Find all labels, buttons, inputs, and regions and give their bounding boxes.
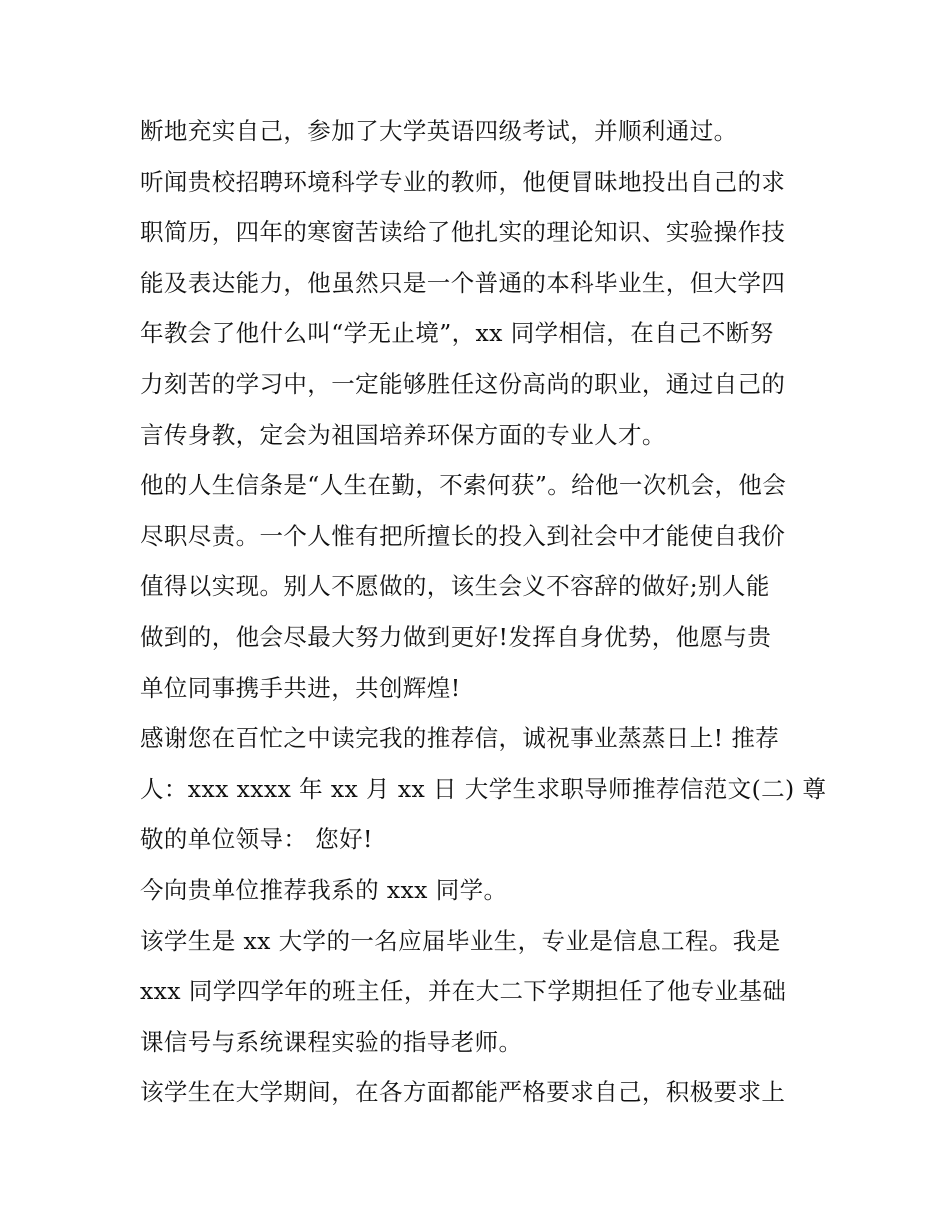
document-body — [140, 106, 830, 1118]
text-line: 做到的，他会尽最大努力做到更好!发挥自身优势，他愿与贵 — [140, 622, 772, 651]
text-line: 力刻苦的学习中，一定能够胜任这份高尚的职业，通过自己的 — [140, 369, 786, 398]
text-line: 今向贵单位推荐我系的 xxx 同学。 — [140, 875, 508, 904]
text-line: 听闻贵校招聘环境科学专业的教师，他便冒昧地投出自己的求 — [140, 167, 786, 196]
text-line: 职简历，四年的寒窗苦读给了他扎实的理论知识、实验操作技 — [140, 218, 786, 247]
text-line: 感谢您在百忙之中读完我的推荐信，诚祝事业蒸蒸日上! 推荐 — [140, 724, 780, 753]
text-line: 断地充实自己，参加了大学英语四级考试，并顺利通过。 — [140, 117, 738, 145]
text-line: 值得以实现。别人不愿做的，该生会义不容辞的做好;别人能 — [140, 572, 770, 601]
text-line: 言传身教，定会为祖国培养环保方面的专业人才。 — [140, 420, 666, 449]
text-line: 尽职尽责。一个人惟有把所擅长的投入到社会中才能使自我价 — [140, 521, 786, 550]
text-line: 敬的单位领导： 您好! — [140, 825, 373, 854]
text-line: xxx 同学四学年的班主任，并在大二下学期担任了他专业基础 — [140, 977, 787, 1006]
text-line: 该学生在大学期间，在各方面都能严格要求自己，积极要求上 — [140, 1078, 786, 1107]
text-line: 能及表达能力，他虽然只是一个普通的本科毕业生，但大学四 — [140, 268, 786, 297]
text-line: 人：xxx xxxx 年 xx 月 xx 日 大学生求职导师推荐信范文(二) 尊 — [140, 774, 827, 803]
text-line: 该学生是 xx 大学的一名应届毕业生，专业是信息工程。我是 — [140, 926, 781, 955]
text-line: 单位同事携手共进，共创辉煌! — [140, 673, 461, 702]
text-line: 他的人生信条是“人生在勤，不索何获”。给他一次机会，他会 — [140, 471, 787, 500]
text-line: 年教会了他什么叫“学无止境”，xx 同学相信，在自己不断努 — [140, 319, 774, 348]
text-line: 课信号与系统课程实验的指导老师。 — [140, 1027, 523, 1056]
